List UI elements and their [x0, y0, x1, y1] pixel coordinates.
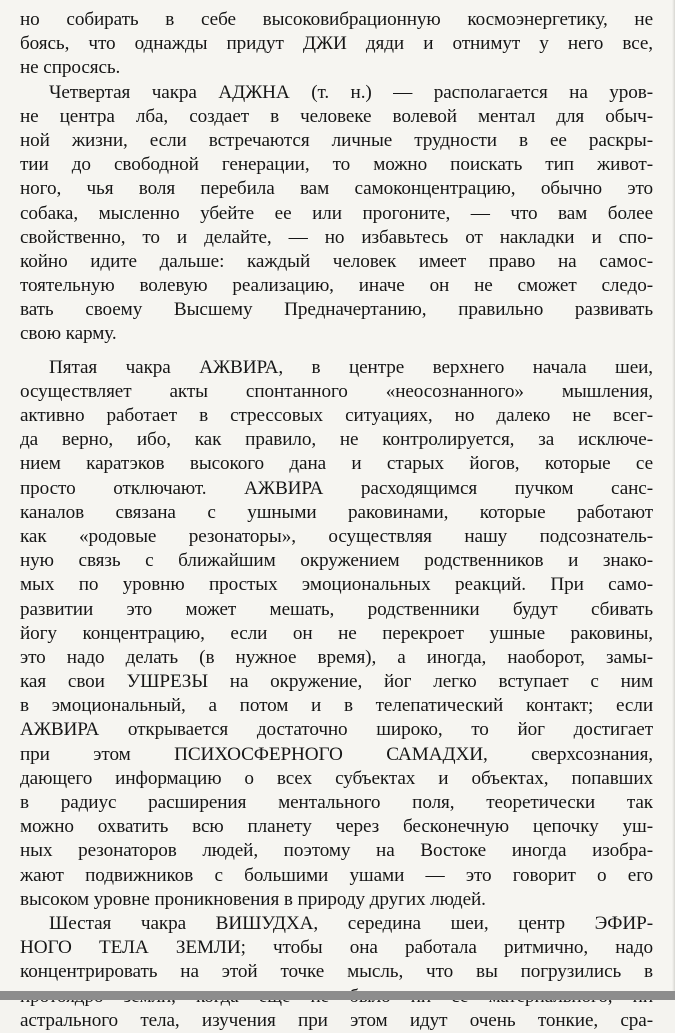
- text-line: осуществляет акты спонтанного «неосознанного» мышления,: [20, 380, 653, 402]
- text-line: Четвертая чакра АДЖНА (т. н.) — располагается на уров-: [49, 81, 653, 103]
- text-line: развитии это может мешать, родственники будут сбивать: [20, 598, 653, 620]
- text-line: Шестая чакра ВИШУДХА, середина шеи, центр ЭФИР-: [49, 912, 653, 934]
- bottom-scan-border: [0, 991, 675, 1000]
- text-line: ную связь с ближайшим окружением родственников и знако-: [20, 550, 653, 572]
- text-line: концентрировать на этой точке мысль, что вы погрузились в: [20, 961, 653, 983]
- text-line: АЖВИРА открывается достаточно широко, то йог достигает: [20, 719, 653, 741]
- text-line: активно работает в стрессовых ситуациях, но далеко не всег-: [20, 405, 653, 426]
- text-line: тии до свободной генерации, то можно поискать тип живот-: [20, 154, 653, 176]
- text-line: Пятая чакра АЖВИРА, в центре верхнего начала шеи,: [49, 356, 653, 378]
- text-line: нием каратэков высокого дана и старых йогов, которые се: [20, 453, 653, 475]
- text-line: тоятельную волевую реализацию, иначе он не сможет следо-: [20, 275, 653, 297]
- paragraph-ajna: [20, 81, 653, 347]
- text-line: жают подвижников с большими ушами — это говорит о его: [20, 864, 653, 886]
- text-line: при этом ПСИХОСФЕРНОГО САМАДХИ, сверхсознания,: [20, 743, 653, 765]
- text-line: кая свои УШРЕЗЫ на окружение, йог легко вступает с ним: [20, 671, 653, 693]
- text-line: каналов связана с ушными раковинами, которые работают: [20, 501, 653, 523]
- text-line: просто отключают. АЖВИРА расходящимся пучком санс-: [20, 477, 653, 499]
- text-line: ной жизни, если встречаются личные трудности в ее раскры-: [20, 129, 653, 151]
- text-line: собака, мысленно убейте ее или прогоните, — что вам более: [20, 202, 653, 224]
- text-line: но собирать в себе высоковибрационную космоэнергетику, не: [20, 9, 653, 30]
- text-line: свою карму.: [20, 323, 117, 345]
- text-line: дающего информацию о всех субъектах и объектах, попавших: [20, 767, 653, 789]
- text-line: да верно, ибо, как правило, не контролируется, за исключе-: [20, 429, 653, 451]
- text-line: мых по уровню простых эмоциональных реакций. При само-: [20, 574, 653, 596]
- text-line: йогу концентрацию, если он не перекроет ушные раковины,: [20, 622, 653, 644]
- paragraph-ajvira: [20, 356, 653, 912]
- text-line: НОГО ТЕЛА ЗЕМЛИ; чтобы она работала ритмично, надо: [20, 937, 653, 959]
- text-line: свойственно, то и делайте, — но избавьтесь от накладки и спо-: [20, 226, 653, 248]
- text-line: вать своему Высшему Предначертанию, правильно развивать: [20, 299, 653, 321]
- text-line: астрального тела, изучения при этом идут очень тонкие, сра-: [20, 1009, 653, 1031]
- text-line: высоком уровне проникновения в природу других людей.: [20, 888, 486, 910]
- text-line: это надо делать (в нужное время), а иногда, наоборот, замы-: [20, 646, 653, 668]
- paragraph-vishuddha: [20, 912, 653, 1033]
- text-line: боясь, что однажды придут ДЖИ дяди и отнимут у него все,: [20, 33, 653, 55]
- text-line: как «родовые резонаторы», осуществляя нашу подсознатель-: [20, 525, 653, 547]
- text-line: ного, чья воля перебила вам самоконцентрацию, обычно это: [20, 178, 653, 200]
- text-line: не центра лба, создает в человеке волевой ментал для обыч-: [20, 105, 653, 127]
- text-line: в радиус расширения ментального поля, теоретически так: [20, 792, 653, 813]
- text-line: можно охватить всю планету через бесконечную цепочку уш-: [20, 816, 653, 838]
- text-line: не спросясь.: [20, 57, 121, 79]
- text-line: в эмоциональный, а потом и в телепатический контакт; если: [20, 695, 653, 717]
- text-line: койно идите дальше: каждый человек имеет право на самос-: [20, 250, 653, 272]
- text-line: ных резонаторов людей, поэтому на Востоке иногда изобра-: [20, 840, 653, 862]
- paragraph-gap: [20, 347, 653, 356]
- paragraph-continuation: [20, 8, 653, 81]
